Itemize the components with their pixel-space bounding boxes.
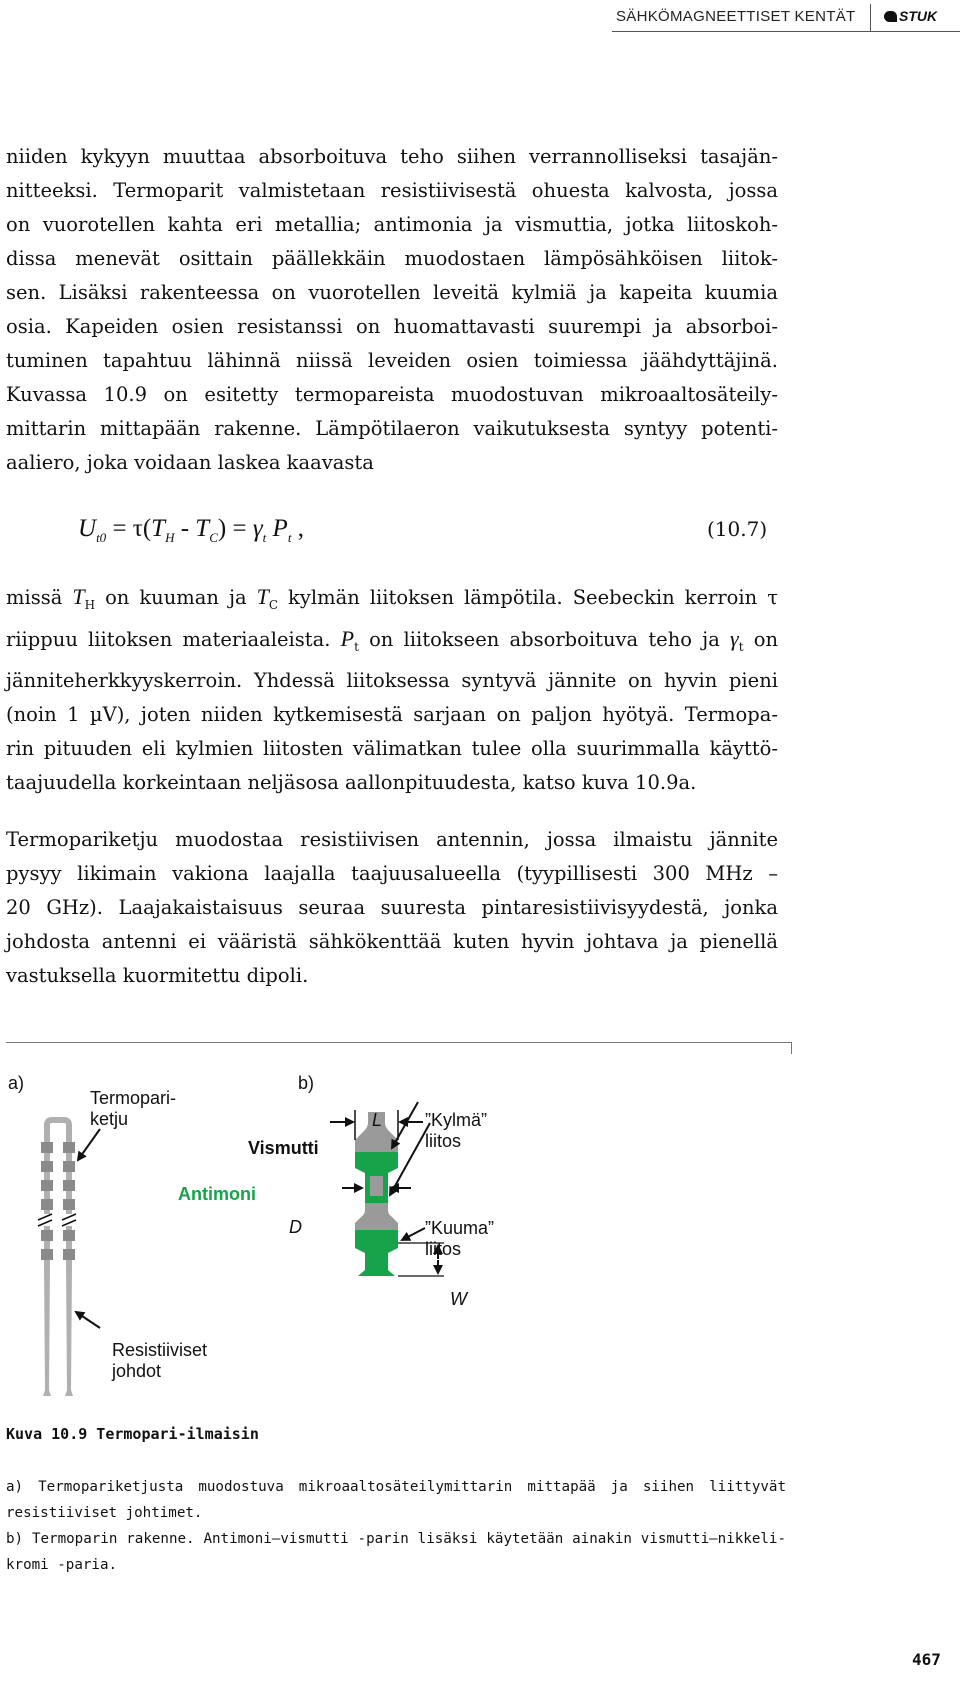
kylma-line-1: ”Kylmä” — [425, 1110, 487, 1130]
caption-title: Kuva 10.9 Termopari-ilmaisin — [6, 1425, 259, 1443]
antimoni-label: Antimoni — [178, 1184, 256, 1204]
equation-number: (10.7) — [707, 517, 768, 541]
paragraph-line — [6, 580, 778, 622]
symbol: P — [340, 625, 355, 651]
paragraph-line: Kuvassa 10.9 on esitetty termopareista muodostuvan mikroaaltosäteily- — [6, 383, 778, 406]
stuk-logo-text: STUK — [899, 8, 938, 24]
page-number: 467 — [912, 1650, 941, 1669]
paragraph-line: aaliero, joka voidaan laskea kaavasta — [6, 451, 374, 474]
paragraph-line: nitteeksi. Termoparit valmistetaan resistiivisestä ohuesta kalvosta, jossa — [6, 179, 778, 202]
eq-tc: T — [195, 515, 210, 542]
figure-top-rule — [6, 1042, 792, 1043]
termopariketju-label — [90, 1088, 176, 1130]
resistiiviset-line-1: Resistiiviset — [112, 1340, 208, 1360]
equation-10-7 — [78, 515, 304, 546]
header-separator — [870, 4, 871, 31]
figure-10-9 — [0, 1060, 960, 1420]
paragraph-line: rin pituuden eli kylmien liitosten välimatkan tulee olla suurimmalla käyttö- — [6, 736, 778, 760]
figure-corner-rule — [791, 1042, 792, 1054]
paragraph-line: pysyy likimain vakiona laajalla taajuusalueella (tyypillisesti 300 MHz – — [6, 862, 778, 885]
paragraph-line: johdosta antenni ei vääristä sähkökenttää kuten hyvin johtava ja pienellä — [6, 930, 778, 953]
paragraph-line — [6, 622, 778, 664]
caption-a-line: resistiiviset johtimet. — [6, 1505, 203, 1521]
text-run: on liitokseen absorboituva teho ja — [358, 627, 731, 651]
paragraph-line: taajuudella korkeintaan neljäsosa aallonpituudesta, katso kuva 10.9a. — [6, 770, 697, 794]
resistiiviset-line-2: johdot — [112, 1361, 162, 1381]
kylma-line-2: liitos — [425, 1131, 462, 1151]
paragraph-line: mittarin mittapään rakenne. Lämpötilaeron vaikutuksesta syntyy potenti- — [6, 417, 778, 440]
text-run: riippuu liitoksen materiaaleista. — [6, 627, 341, 651]
symbol-subscript: t — [354, 639, 359, 654]
eq-p-sub: t — [287, 530, 292, 545]
symbol: T — [256, 584, 269, 609]
stuk-logo-icon — [884, 11, 897, 22]
caption-b-line: b) Termoparin rakenne. Antimoni–vismutti -parin lisäksi käytetään ainakin vismutti–nikkeli- — [6, 1531, 786, 1547]
thermocouple-chain — [38, 1120, 78, 1265]
stuk-logo — [884, 8, 937, 24]
text-run: on kuuman ja — [95, 586, 257, 609]
text-run: missä — [6, 586, 73, 609]
eq-th-sub: H — [165, 530, 175, 545]
resistiiviset-arrow — [76, 1312, 100, 1328]
page-header — [0, 0, 960, 40]
paragraph-line: osia. Kapeiden osien resistanssi on huomattavasti suurempi ja absorboi- — [6, 315, 778, 338]
paragraph-line: sen. Lisäksi rakenteessa on vuorotellen leveitä kylmiä ja kapeita kuumia — [6, 281, 778, 304]
paragraph-line: tuminen tapahtuu lähinnä niissä leveiden osien toimiessa jäähdyttäjinä. — [6, 349, 778, 372]
label-b: b) — [298, 1073, 315, 1093]
paragraph-line: niiden kykyyn muuttaa absorboituva teho siihen verrannolliseksi tasajän- — [6, 145, 778, 168]
eq-p: P — [266, 515, 288, 542]
w-label: W — [450, 1289, 467, 1309]
text-run: kylmän liitoksen lämpötila. Seebeckin kerroin τ — [278, 586, 778, 609]
paragraph-2 — [6, 580, 778, 800]
symbol-subscript: C — [268, 597, 279, 612]
paragraph-3 — [6, 823, 778, 993]
eq-gamma: γ — [252, 515, 263, 542]
text-run: on — [743, 627, 779, 651]
paragraph-line: dissa menevät osittain päällekkäin muodostaen lämpösähköisen liitok- — [6, 247, 778, 270]
symbol-subscript: H — [84, 597, 96, 612]
resistive-leads — [43, 1265, 73, 1396]
resistiiviset-label — [112, 1340, 207, 1382]
paragraph-line: jänniteherkkyyskerroin. Yhdessä liitoksessa syntyvä jännite on hyvin pieni — [6, 668, 778, 692]
eq-u-sub: t0 — [96, 530, 107, 545]
kuuma-line-2: liitos — [425, 1239, 462, 1259]
l-label: L — [372, 1110, 383, 1130]
paragraph-line: vastuksella kuormitettu dipoli. — [6, 964, 309, 987]
kylma-label — [425, 1110, 487, 1152]
label-a: a) — [8, 1073, 25, 1093]
eq-minus: - — [174, 515, 196, 542]
caption-b — [6, 1526, 786, 1578]
paragraph-1 — [6, 140, 778, 480]
kuuma-line-1: ”Kuuma” — [425, 1218, 495, 1238]
symbol-subscript: t — [738, 639, 744, 654]
symbol: T — [72, 584, 85, 609]
eq-u: U — [78, 515, 97, 542]
eq-comma: , — [291, 515, 304, 542]
eq-gamma-sub: t — [262, 530, 267, 545]
paragraph-line: Termopariketju muodostaa resistiivisen antennin, jossa ilmaistu jännite — [6, 828, 778, 851]
caption-a-line: a) Termopariketjusta muodostuva mikroaaltosäteilymittarin mittapää ja siihen liittyvät — [6, 1479, 786, 1495]
kuuma-label — [425, 1218, 494, 1260]
caption-a — [6, 1474, 786, 1526]
vismutti-label: Vismutti — [248, 1138, 319, 1158]
d-label: D — [289, 1217, 302, 1237]
eq-tc-sub: C — [209, 530, 218, 545]
eq-close-equals: ) = — [217, 515, 253, 542]
termopariketju-line-2: ketju — [90, 1109, 129, 1129]
kuuma-arrow — [402, 1228, 425, 1240]
header-rule — [612, 31, 960, 32]
kylma-arrow — [392, 1102, 418, 1148]
header-title: SÄHKÖMAGNEETTISET KENTÄT — [616, 8, 856, 25]
termopariketju-line-1: Termopari- — [90, 1088, 177, 1108]
paragraph-line: (noin 1 µV), joten niiden kytkemisestä sarjaan on paljon hyötyä. Termopa- — [6, 702, 778, 726]
caption-b-line: kromi -paria. — [6, 1557, 118, 1573]
paragraph-line: 20 GHz). Laajakaistaisuus seuraa suuresta pintaresistiivisyydestä, jonka — [6, 896, 778, 919]
eq-equals-tau: = τ( — [106, 515, 152, 542]
eq-th: T — [151, 515, 166, 542]
symbol: γ — [730, 625, 739, 651]
paragraph-line: on vuorotellen kahta eri metallia; antimonia ja vismuttia, jotka liitoskoh- — [6, 213, 778, 236]
termopariketju-arrow — [78, 1129, 100, 1160]
